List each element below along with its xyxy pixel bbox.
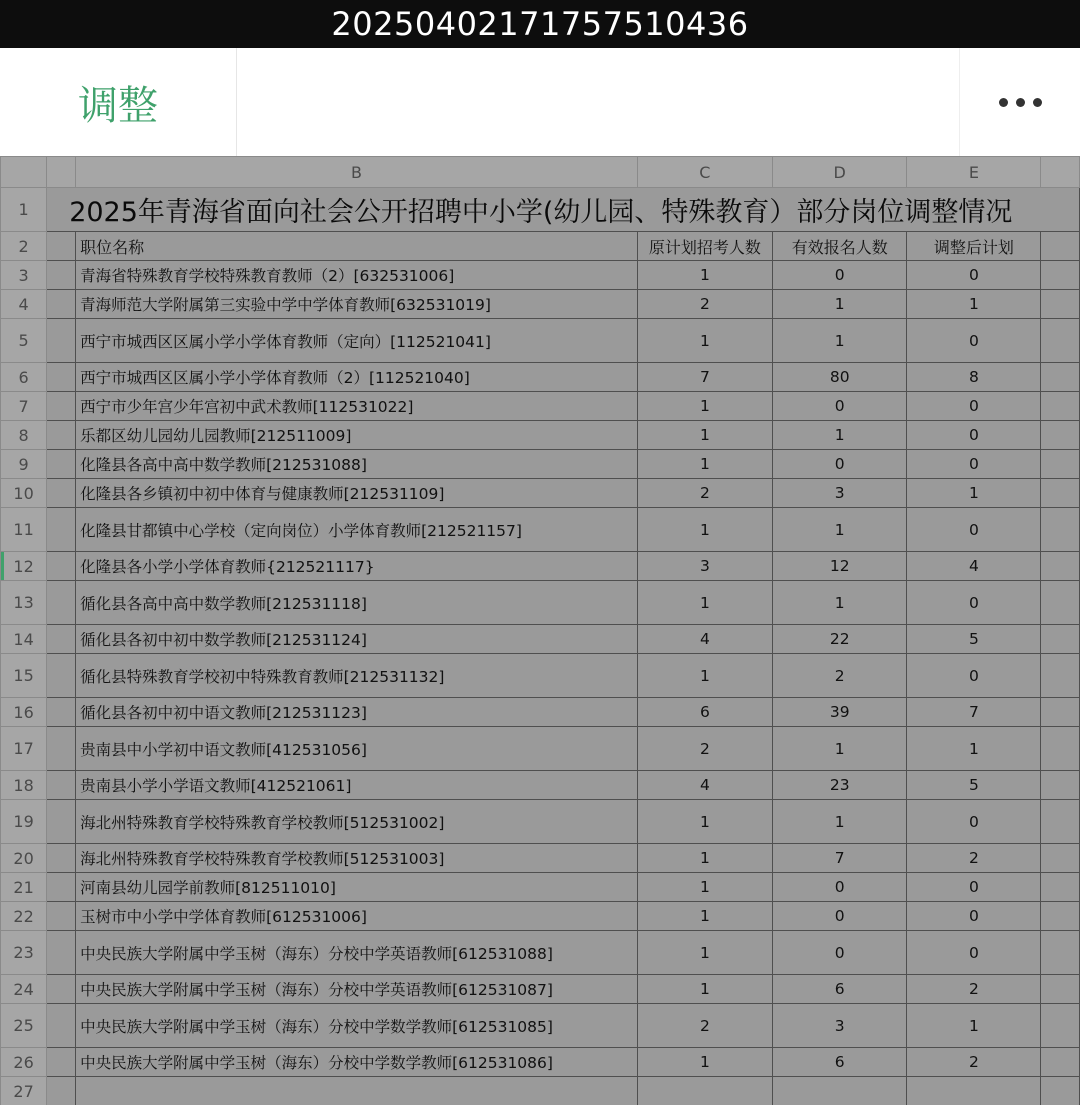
cell[interactable] (47, 450, 76, 479)
cell[interactable] (1041, 902, 1080, 931)
column-header-b[interactable]: B (76, 157, 638, 188)
cell-adjusted[interactable]: 0 (907, 581, 1041, 625)
cell[interactable] (47, 654, 76, 698)
cell-planned[interactable]: 6 (637, 698, 772, 727)
table-row (1, 508, 1080, 552)
cell-position-name[interactable]: 海北州特殊教育学校特殊教育学校教师[512531003] (76, 844, 638, 873)
cell[interactable] (1041, 698, 1080, 727)
cell-planned[interactable]: 1 (637, 261, 772, 290)
column-header-e[interactable]: E (907, 157, 1041, 188)
cell-adjusted[interactable]: 4 (907, 552, 1041, 581)
cell-planned[interactable]: 1 (637, 873, 772, 902)
table-row (1, 392, 1080, 421)
more-horizontal-icon (999, 98, 1008, 107)
cell-position-name[interactable]: 青海师范大学附属第三实验中学中学体育教师[632531019] (76, 290, 638, 319)
cell[interactable] (76, 1077, 638, 1105)
cell[interactable] (772, 1077, 907, 1105)
cell-position-name[interactable]: 河南县幼儿园学前教师[812511010] (76, 873, 638, 902)
cell[interactable] (47, 698, 76, 727)
row-header[interactable]: 4 (1, 290, 47, 319)
sheet-tab-adjust[interactable] (0, 48, 237, 156)
row-header[interactable]: 6 (1, 363, 47, 392)
cell-planned[interactable]: 1 (637, 654, 772, 698)
cell[interactable] (1041, 319, 1080, 363)
cell-applicants[interactable]: 22 (772, 625, 907, 654)
cell-adjusted[interactable]: 0 (907, 873, 1041, 902)
row-header[interactable]: 5 (1, 319, 47, 363)
cell-planned[interactable]: 1 (637, 508, 772, 552)
cell[interactable] (47, 800, 76, 844)
row-header[interactable]: 9 (1, 450, 47, 479)
cell-planned[interactable]: 1 (637, 421, 772, 450)
cell[interactable] (47, 902, 76, 931)
cell[interactable] (1041, 625, 1080, 654)
column-header-a[interactable] (47, 157, 76, 188)
cell-adjusted[interactable]: 8 (907, 363, 1041, 392)
cell-adjusted[interactable]: 1 (907, 727, 1041, 771)
cell-position-name[interactable]: 西宁市城西区区属小学小学体育教师（2）[112521040] (76, 363, 638, 392)
cell-applicants[interactable]: 0 (772, 873, 907, 902)
row-header[interactable]: 19 (1, 800, 47, 844)
sheet-table (0, 156, 1080, 1105)
cell-planned[interactable]: 1 (637, 975, 772, 1004)
cell[interactable] (47, 261, 76, 290)
cell-adjusted[interactable]: 0 (907, 319, 1041, 363)
table-row (1, 800, 1080, 844)
row-header[interactable]: 26 (1, 1048, 47, 1077)
cell-adjusted[interactable]: 0 (907, 508, 1041, 552)
cell[interactable] (47, 552, 76, 581)
cell-position-name[interactable]: 循化县各初中初中数学教师[212531124] (76, 625, 638, 654)
table-row (1, 552, 1080, 581)
cell[interactable] (47, 1048, 76, 1077)
row-header[interactable]: 27 (1, 1077, 47, 1105)
cell-applicants[interactable]: 0 (772, 902, 907, 931)
row-header[interactable]: 15 (1, 654, 47, 698)
cell[interactable] (1041, 1048, 1080, 1077)
sheet-tab-label: 调整 (78, 82, 158, 129)
cell-adjusted[interactable]: 0 (907, 654, 1041, 698)
table-row (1, 450, 1080, 479)
corner-cell[interactable] (1, 157, 47, 188)
cell[interactable] (1041, 844, 1080, 873)
cell[interactable] (1041, 421, 1080, 450)
cell-planned[interactable]: 1 (637, 450, 772, 479)
table-row (1, 975, 1080, 1004)
cell-planned[interactable]: 1 (637, 392, 772, 421)
cell-planned[interactable]: 1 (637, 1048, 772, 1077)
table-row (1, 290, 1080, 319)
spreadsheet-grid[interactable] (0, 156, 1080, 1105)
row-header[interactable]: 21 (1, 873, 47, 902)
cell-planned[interactable]: 1 (637, 800, 772, 844)
table-row (1, 188, 1080, 232)
cell-position-name[interactable]: 青海省特殊教育学校特殊教育教师（2）[632531006] (76, 261, 638, 290)
cell-applicants[interactable]: 23 (772, 771, 907, 800)
window-title-bar (0, 0, 1080, 48)
table-row (1, 1048, 1080, 1077)
cell[interactable] (1041, 873, 1080, 902)
cell-applicants[interactable]: 0 (772, 392, 907, 421)
table-row (1, 902, 1080, 931)
cell-planned[interactable]: 3 (637, 552, 772, 581)
cell[interactable] (1041, 363, 1080, 392)
column-header-c[interactable]: C (637, 157, 772, 188)
cell[interactable] (47, 771, 76, 800)
cell[interactable] (1041, 479, 1080, 508)
table-row (1, 421, 1080, 450)
cell[interactable] (47, 727, 76, 771)
row-header[interactable]: 23 (1, 931, 47, 975)
cell-applicants[interactable]: 80 (772, 363, 907, 392)
cell-applicants[interactable]: 1 (772, 421, 907, 450)
cell-adjusted[interactable]: 0 (907, 800, 1041, 844)
table-row (1, 319, 1080, 363)
cell[interactable] (1041, 581, 1080, 625)
cell-applicants[interactable]: 1 (772, 319, 907, 363)
row-header[interactable]: 25 (1, 1004, 47, 1048)
more-horizontal-icon (1033, 98, 1042, 107)
cell-position-name[interactable]: 中央民族大学附属中学玉树（海东）分校中学数学教师[612531086] (76, 1048, 638, 1077)
cell-applicants[interactable]: 6 (772, 1048, 907, 1077)
cell[interactable] (47, 363, 76, 392)
cell-position-name[interactable]: 贵南县中小学初中语文教师[412531056] (76, 727, 638, 771)
table-row (1, 654, 1080, 698)
cell[interactable] (47, 479, 76, 508)
table-row (1, 625, 1080, 654)
cell[interactable] (1041, 727, 1080, 771)
cell-planned[interactable]: 4 (637, 771, 772, 800)
header-adjusted[interactable]: 调整后计划 (907, 232, 1041, 261)
header-planned[interactable]: 原计划招考人数 (637, 232, 772, 261)
cell[interactable] (1041, 1004, 1080, 1048)
cell-position-name[interactable]: 玉树市中小学中学体育教师[612531006] (76, 902, 638, 931)
cell[interactable] (47, 873, 76, 902)
cell-applicants[interactable]: 39 (772, 698, 907, 727)
cell-planned[interactable]: 7 (637, 363, 772, 392)
cell-position-name[interactable]: 西宁市城西区区属小学小学体育教师（定向）[112521041] (76, 319, 638, 363)
cell-applicants[interactable]: 0 (772, 450, 907, 479)
cell-adjusted[interactable]: 1 (907, 290, 1041, 319)
cell[interactable] (47, 625, 76, 654)
cell[interactable] (47, 844, 76, 873)
column-header-f[interactable] (1041, 157, 1080, 188)
table-row (1, 698, 1080, 727)
cell[interactable] (1041, 392, 1080, 421)
row-header[interactable]: 17 (1, 727, 47, 771)
cell[interactable] (1041, 1077, 1080, 1105)
cell-adjusted[interactable]: 5 (907, 771, 1041, 800)
cell[interactable] (637, 1077, 772, 1105)
row-header[interactable]: 13 (1, 581, 47, 625)
cell-planned[interactable]: 2 (637, 727, 772, 771)
cell-position-name[interactable]: 循化县各初中初中语文教师[212531123] (76, 698, 638, 727)
cell-applicants[interactable]: 1 (772, 800, 907, 844)
table-row (1, 727, 1080, 771)
cell-adjusted[interactable]: 2 (907, 844, 1041, 873)
cell[interactable] (1041, 450, 1080, 479)
cell[interactable] (47, 1077, 76, 1105)
table-row (1, 261, 1080, 290)
cell[interactable] (47, 290, 76, 319)
cell[interactable] (47, 1004, 76, 1048)
cell-adjusted[interactable]: 1 (907, 1004, 1041, 1048)
cell-adjusted[interactable]: 5 (907, 625, 1041, 654)
cell-position-name[interactable]: 海北州特殊教育学校特殊教育学校教师[512531002] (76, 800, 638, 844)
row-header[interactable]: 3 (1, 261, 47, 290)
table-row (1, 844, 1080, 873)
cell-position-name[interactable]: 循化县各高中高中数学教师[212531118] (76, 581, 638, 625)
cell-adjusted[interactable]: 7 (907, 698, 1041, 727)
table-row (1, 479, 1080, 508)
cell-position-name[interactable]: 中央民族大学附属中学玉树（海东）分校中学英语教师[612531087] (76, 975, 638, 1004)
sheet-title[interactable]: 2025年青海省面向社会公开招聘中小学(幼儿园、特殊教育）部分岗位调整情况 (47, 188, 1080, 232)
table-row (1, 232, 1080, 261)
row-header[interactable]: 11 (1, 508, 47, 552)
cell-position-name[interactable]: 乐都区幼儿园幼儿园教师[212511009] (76, 421, 638, 450)
row-header[interactable]: 20 (1, 844, 47, 873)
cell[interactable] (1041, 931, 1080, 975)
cell-applicants[interactable]: 3 (772, 479, 907, 508)
cell-adjusted[interactable]: 0 (907, 261, 1041, 290)
cell[interactable] (47, 232, 76, 261)
cell-adjusted[interactable]: 0 (907, 392, 1041, 421)
cell[interactable] (1041, 771, 1080, 800)
row-header[interactable]: 1 (1, 188, 47, 232)
cell-position-name[interactable]: 化隆县各乡镇初中初中体育与健康教师[212531109] (76, 479, 638, 508)
cell[interactable] (1041, 232, 1080, 261)
cell-position-name[interactable]: 化隆县甘都镇中心学校（定向岗位）小学体育教师[212521157] (76, 508, 638, 552)
cell[interactable] (47, 421, 76, 450)
cell[interactable] (1041, 975, 1080, 1004)
window-title: 20250402171757510436 (331, 5, 749, 43)
cell-applicants[interactable]: 3 (772, 1004, 907, 1048)
cell-applicants[interactable]: 1 (772, 727, 907, 771)
cell[interactable] (1041, 654, 1080, 698)
cell[interactable] (1041, 800, 1080, 844)
table-row (1, 771, 1080, 800)
cell-applicants[interactable]: 7 (772, 844, 907, 873)
cell-position-name[interactable]: 中央民族大学附属中学玉树（海东）分校中学英语教师[612531088] (76, 931, 638, 975)
cell[interactable] (907, 1077, 1041, 1105)
cell-position-name[interactable]: 贵南县小学小学语文教师[412521061] (76, 771, 638, 800)
cell-planned[interactable]: 1 (637, 931, 772, 975)
cell-planned[interactable]: 2 (637, 1004, 772, 1048)
cell-applicants[interactable]: 1 (772, 290, 907, 319)
cell[interactable] (47, 319, 76, 363)
cell-applicants[interactable]: 0 (772, 261, 907, 290)
row-header[interactable]: 16 (1, 698, 47, 727)
cell-applicants[interactable]: 1 (772, 508, 907, 552)
toolbar (0, 48, 1080, 156)
cell-applicants[interactable]: 12 (772, 552, 907, 581)
cell-position-name[interactable]: 化隆县各高中高中数学教师[212531088] (76, 450, 638, 479)
cell-planned[interactable]: 1 (637, 319, 772, 363)
cell-planned[interactable]: 2 (637, 479, 772, 508)
cell[interactable] (47, 931, 76, 975)
header-position-name[interactable]: 职位名称 (76, 232, 638, 261)
cell-planned[interactable]: 1 (637, 902, 772, 931)
cell-applicants[interactable]: 6 (772, 975, 907, 1004)
cell-position-name[interactable]: 循化县特殊教育学校初中特殊教育教师[212531132] (76, 654, 638, 698)
cell[interactable] (1041, 290, 1080, 319)
cell-planned[interactable]: 2 (637, 290, 772, 319)
cell[interactable] (47, 975, 76, 1004)
column-header-d[interactable]: D (772, 157, 907, 188)
cell-adjusted[interactable]: 2 (907, 975, 1041, 1004)
cell-position-name[interactable]: 中央民族大学附属中学玉树（海东）分校中学数学教师[612531085] (76, 1004, 638, 1048)
cell-applicants[interactable]: 2 (772, 654, 907, 698)
table-row (1, 1004, 1080, 1048)
cell-adjusted[interactable]: 0 (907, 931, 1041, 975)
cell[interactable] (47, 508, 76, 552)
cell-adjusted[interactable]: 0 (907, 421, 1041, 450)
row-header[interactable]: 10 (1, 479, 47, 508)
row-header[interactable]: 22 (1, 902, 47, 931)
cell-planned[interactable]: 1 (637, 844, 772, 873)
cell-adjusted[interactable]: 1 (907, 479, 1041, 508)
more-horizontal-icon (1016, 98, 1025, 107)
cell[interactable] (1041, 552, 1080, 581)
row-header[interactable]: 2 (1, 232, 47, 261)
cell[interactable] (1041, 261, 1080, 290)
cell-adjusted[interactable]: 0 (907, 450, 1041, 479)
row-header[interactable]: 8 (1, 421, 47, 450)
header-applicants[interactable]: 有效报名人数 (772, 232, 907, 261)
cell[interactable] (47, 581, 76, 625)
cell-position-name[interactable]: 化隆县各小学小学体育教师{212521117} (76, 552, 638, 581)
table-row (1, 581, 1080, 625)
table-row (1, 873, 1080, 902)
table-row (1, 1077, 1080, 1105)
cell[interactable] (1041, 508, 1080, 552)
row-header[interactable]: 12 (1, 552, 47, 581)
cell-applicants[interactable]: 1 (772, 581, 907, 625)
column-header-row (1, 157, 1080, 188)
table-row (1, 363, 1080, 392)
row-header[interactable]: 24 (1, 975, 47, 1004)
cell-position-name[interactable]: 西宁市少年宫少年宫初中武术教师[112531022] (76, 392, 638, 421)
table-row (1, 931, 1080, 975)
cell[interactable] (47, 392, 76, 421)
cell-applicants[interactable]: 0 (772, 931, 907, 975)
cell-adjusted[interactable]: 2 (907, 1048, 1041, 1077)
cell-planned[interactable]: 4 (637, 625, 772, 654)
row-header[interactable]: 7 (1, 392, 47, 421)
row-header[interactable]: 14 (1, 625, 47, 654)
cell-adjusted[interactable]: 0 (907, 902, 1041, 931)
more-options-button[interactable] (959, 48, 1080, 156)
cell-planned[interactable]: 1 (637, 581, 772, 625)
row-header[interactable]: 18 (1, 771, 47, 800)
